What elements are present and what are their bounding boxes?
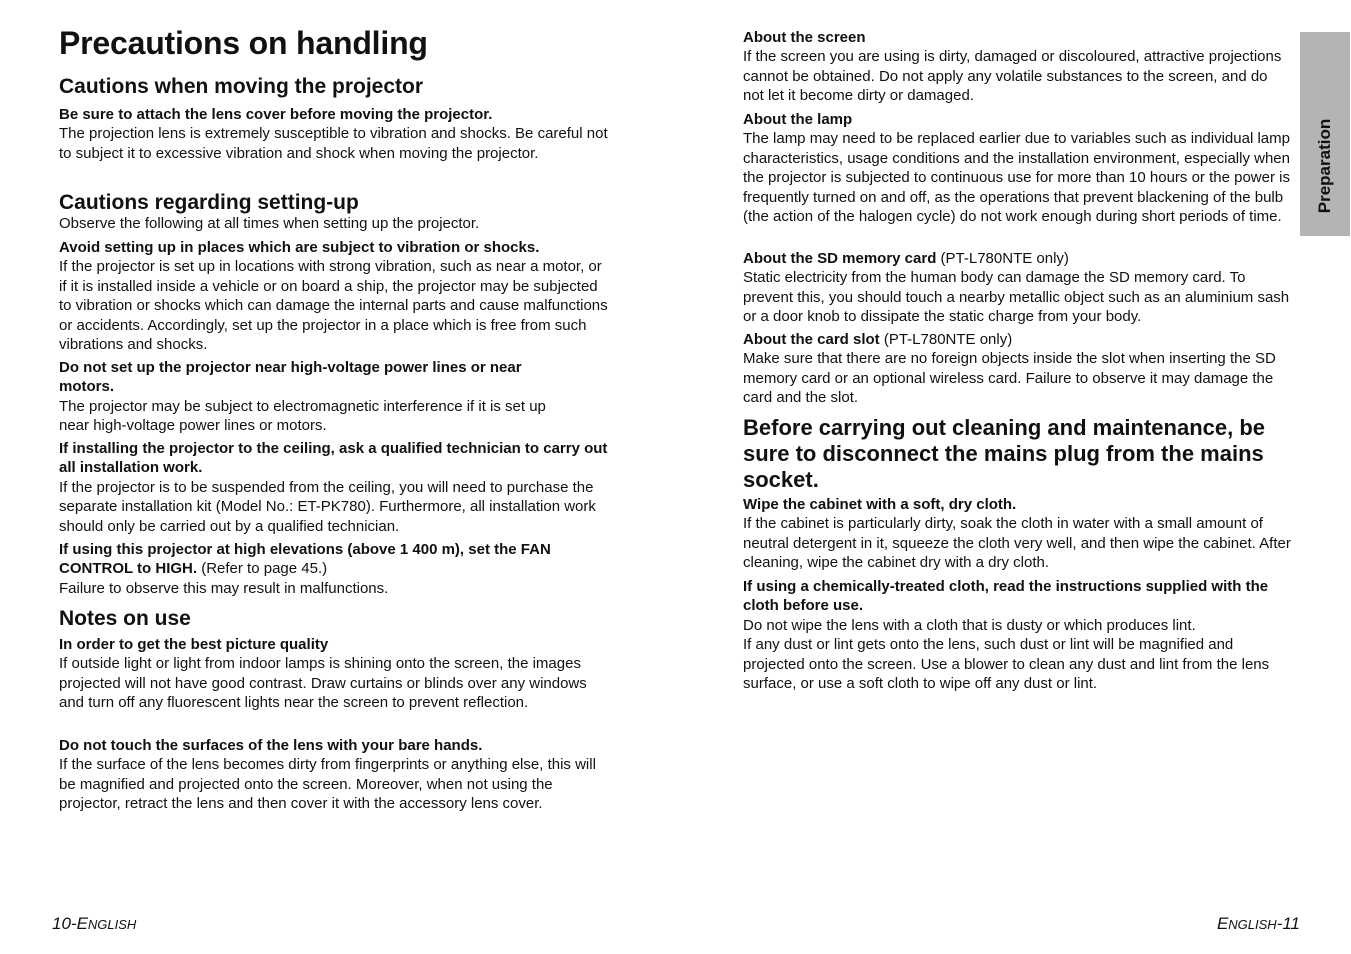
- voltage-block: [59, 358, 579, 436]
- elevation-bold: If using this projector at high elevations (above 1 400 m), set the FAN CONTROL to HIGH.: [59, 541, 551, 578]
- lens-cover-bold: Be sure to attach the lens cover before moving the projector.: [59, 106, 493, 123]
- lamp-bold: About the lamp: [743, 111, 853, 128]
- lens-touch-bold: Do not touch the surfaces of the lens with your bare hands.: [59, 737, 483, 754]
- left-folio-e: E: [76, 914, 88, 933]
- setup-intro: [59, 214, 611, 233]
- lens-cover-block: [59, 105, 611, 163]
- vibration-bold: Avoid setting up in places which are subject to vibration or shocks.: [59, 239, 540, 256]
- screen-block: [743, 28, 1291, 106]
- voltage-bold: Do not set up the projector near high-voltage power lines or near motors.: [59, 359, 522, 396]
- screen-bold: About the screen: [743, 29, 866, 46]
- quality-bold: In order to get the best picture quality: [59, 636, 329, 653]
- lens-cover-text: The projection lens is extremely susceptible to vibration and shocks. Be careful not to subject it to excessive vibration and shock when moving the projector.: [59, 125, 608, 162]
- section-heading-moving: Cautions when moving the projector: [59, 75, 424, 98]
- lens-touch-text: If the surface of the lens becomes dirty from fingerprints or anything else, this will be magnified and projected onto the screen. Moreover, when not using the projector, retract the lens and then cover it with the accessory lens cover.: [59, 756, 596, 813]
- card-slot-text: Make sure that there are no foreign objects inside the slot when inserting the SD memory card or an optional wireless card. Failure to observe it may damage the card and the slot.: [743, 350, 1276, 407]
- section-heading-cleaning: Before carrying out cleaning and maintenance, be sure to disconnect the mains plug from the mains socket.: [743, 415, 1266, 492]
- card-slot-note: (PT-L780NTE only): [879, 331, 1013, 348]
- section-heading-setup: Cautions regarding setting-up: [59, 191, 359, 214]
- ceiling-block: [59, 439, 611, 536]
- quality-text: If outside light or light from indoor lamps is shining onto the screen, the images projected will not have good contrast. Draw curtains or blinds over any windows and turn off any fluorescent lights near the screen to prevent reflection.: [59, 655, 587, 712]
- side-tab-label: Preparation: [1315, 118, 1334, 214]
- cabinet-text: If the cabinet is particularly dirty, soak the cloth in water with a small amount of neutral detergent in it, squeeze the cloth very well, and then wipe the cabinet. After cleaning, wipe the cabinet dry with a dry cloth.: [743, 515, 1291, 572]
- chemical-cloth-text-1: Do not wipe the lens with a cloth that is dusty or which produces lint.: [743, 616, 1196, 634]
- setup-intro-text: Observe the following at all times when setting up the projector.: [59, 215, 480, 232]
- section-heading-notes: Notes on use: [59, 607, 191, 630]
- side-tab: [1300, 32, 1350, 236]
- right-page-number: [1217, 914, 1300, 934]
- sd-card-text: Static electricity from the human body can damage the SD memory card. To prevent this, you should touch a nearby metallic object such as an aluminium sash or a door knob to dissipate the static charge from your body.: [743, 269, 1290, 326]
- chemical-cloth-text-2: If any dust or lint gets onto the lens, such dust or lint will be magnified and projected onto the screen. Use a blower to clean any dust and lint from the lens surface, or use a soft cloth to wipe off any dust or lint.: [743, 636, 1270, 693]
- lamp-block: [743, 110, 1291, 226]
- left-folio-rest: NGLISH: [87, 917, 137, 932]
- elevation-text: Failure to observe this may result in malfunctions.: [59, 579, 389, 597]
- page-title: Precautions on handling: [59, 25, 428, 61]
- vibration-block: [59, 238, 611, 354]
- chemical-cloth-block: [743, 577, 1291, 693]
- left-folio-num: 10-: [52, 914, 77, 933]
- cabinet-bold: Wipe the cabinet with a soft, dry cloth.: [743, 496, 1017, 513]
- right-folio-e: E: [1216, 914, 1229, 933]
- voltage-text: The projector may be subject to electromagnetic interference if it is set up near high-voltage power lines or motors.: [59, 397, 546, 435]
- elevation-ref: (Refer to page 45.): [197, 560, 328, 578]
- right-folio-rest: NGLISH: [1228, 917, 1277, 932]
- sd-card-bold: About the SD memory card: [743, 250, 937, 267]
- vibration-text: If the projector is set up in locations with strong vibration, such as near a motor, or if it is installed inside a vehicle or on board a ship, the projector may be subjected to vibration or shocks which can damage the internal parts and cause malfunctions or accidents. Accordingly, set up the projector in a place which is free from such vibrations and shocks.: [59, 258, 608, 354]
- elevation-block: [59, 540, 611, 598]
- sd-card-note: (PT-L780NTE only): [936, 250, 1069, 267]
- quality-block: [59, 635, 611, 713]
- card-slot-bold: About the card slot: [743, 331, 880, 348]
- right-folio-num: -11: [1276, 914, 1300, 933]
- lens-touch-block: [59, 736, 611, 814]
- ceiling-bold: If installing the projector to the ceiling, ask a qualified technician to carry out all installation work.: [59, 440, 608, 477]
- ceiling-text: If the projector is to be suspended from the ceiling, you will need to purchase the separate installation kit (Model No.: ET-PK780). Furthermore, all installation work should only be carried out by a qualified technician.: [59, 478, 596, 535]
- cabinet-block: [743, 495, 1291, 573]
- lamp-text: The lamp may need to be replaced earlier due to variables such as individual lamp characteristics, usage conditions and the installation environment, especially when the projector is subjected to continuous use for more than 10 hours or the power is frequently turned on and off, as the operations that prevent blackening of the bulb (the action of the halogen cycle) do not work enough during short periods of time.: [743, 130, 1290, 226]
- sd-card-block: [743, 249, 1291, 327]
- chemical-cloth-bold: If using a chemically-treated cloth, read the instructions supplied with the cloth before use.: [743, 578, 1269, 615]
- card-slot-block: [743, 330, 1291, 408]
- screen-text: If the screen you are using is dirty, damaged or discoloured, attractive projections cannot be obtained. Do not apply any volatile substances to the screen, and do not let it become dirty or damaged.: [743, 48, 1282, 105]
- left-page-number: [52, 914, 136, 934]
